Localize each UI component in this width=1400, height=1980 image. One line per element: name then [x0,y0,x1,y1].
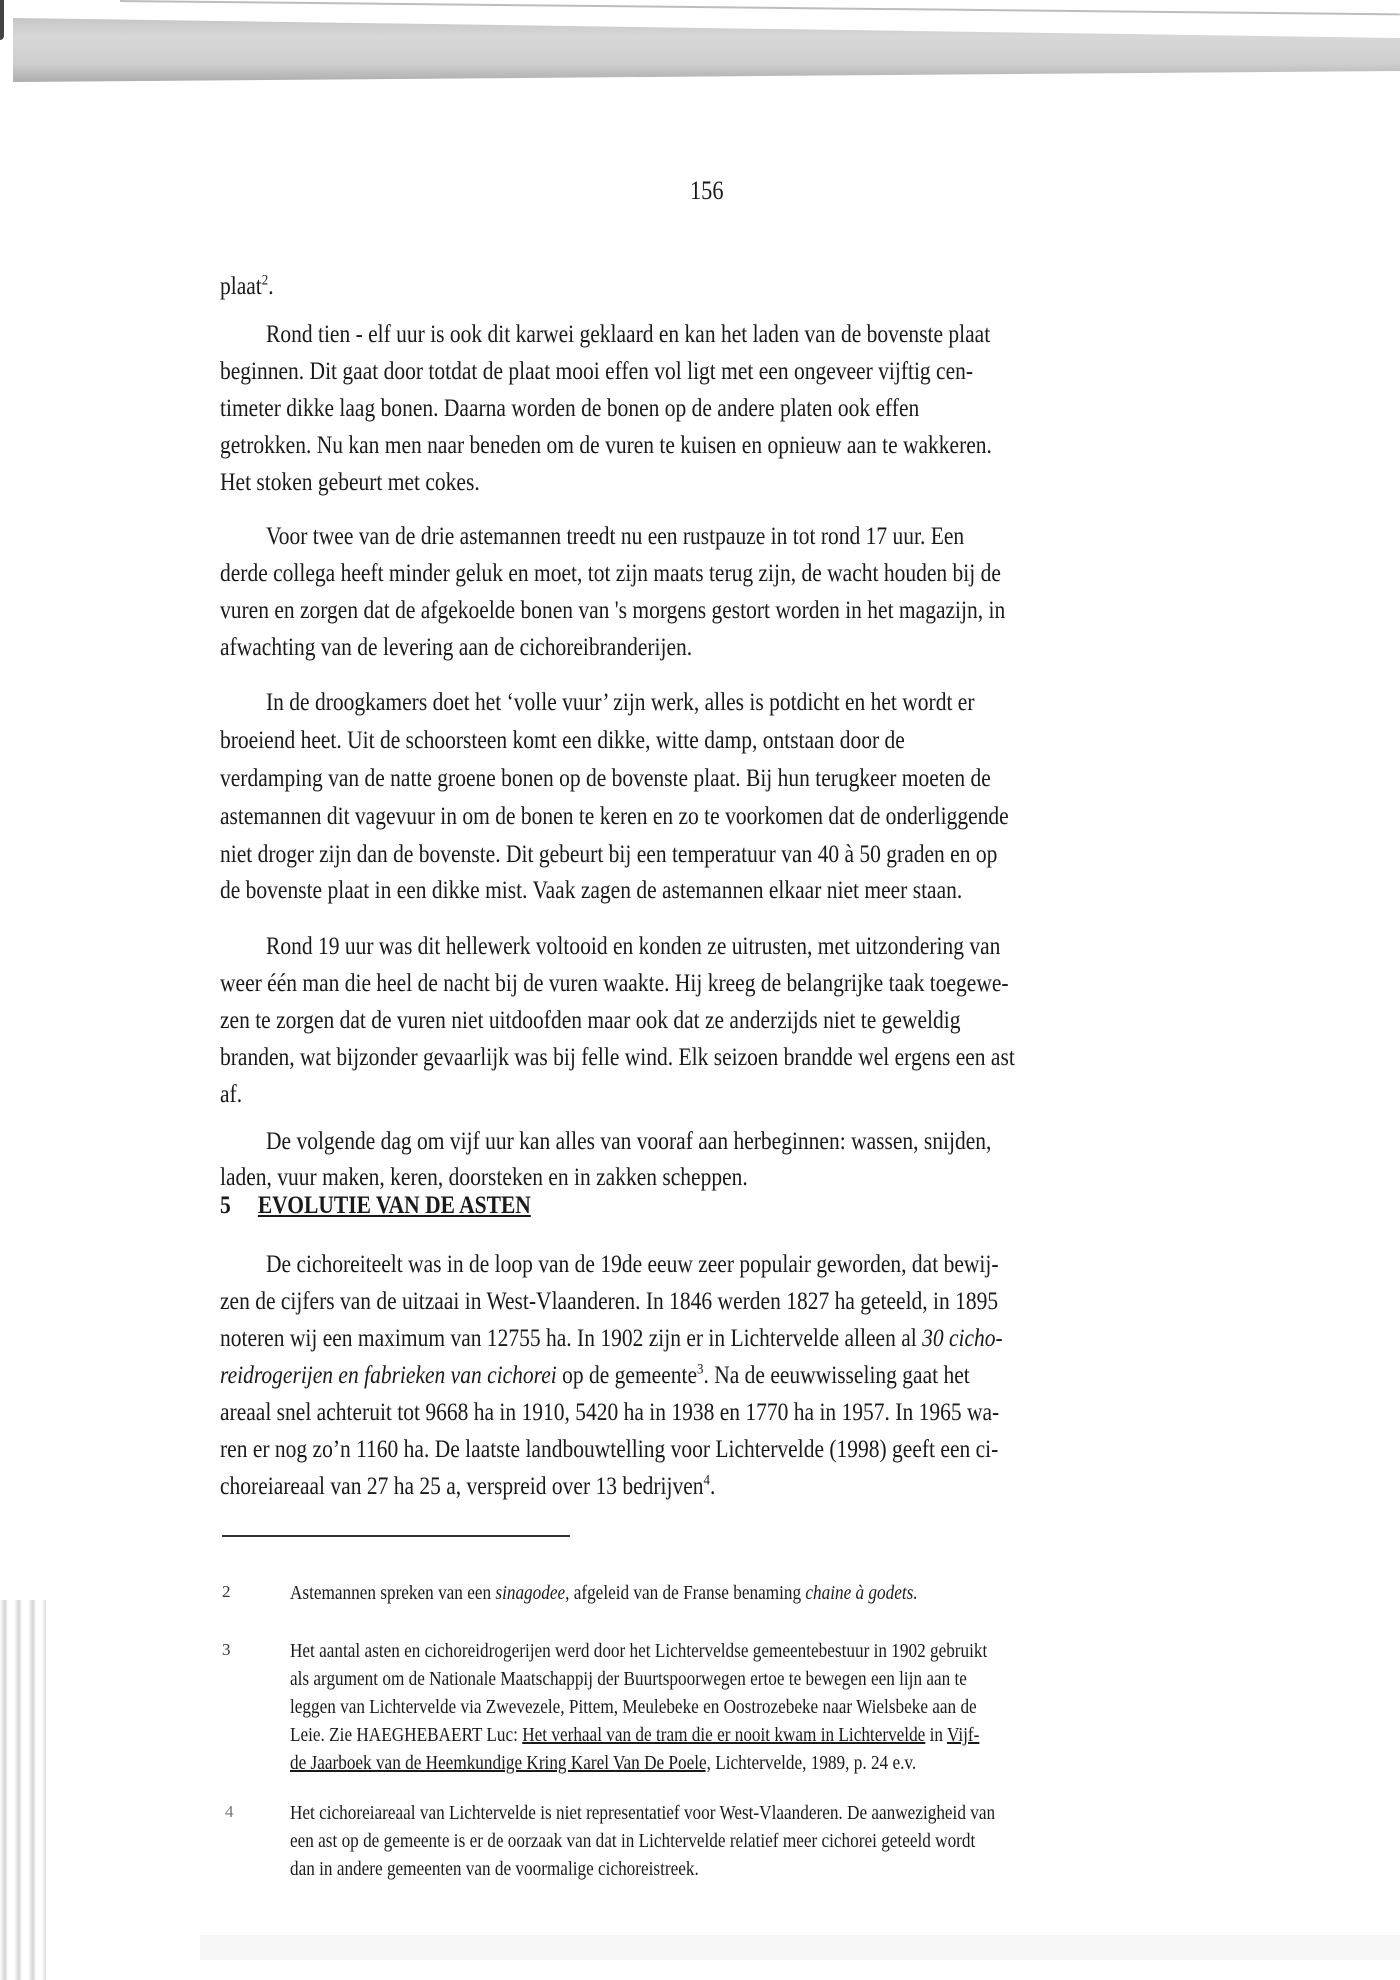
italic-text: chaine à godets. [805,1582,918,1604]
text-line: afwachting van de levering aan de cichoreibranderijen. [220,634,693,661]
continuation-period: . [268,273,274,300]
section-title: EVOLUTIE VAN DE ASTEN [257,1192,531,1219]
footnote-text-line: leggen van Lichtervelde via Zwevezele, Pittem, Meulebeke en Oostrozebeke naar Wielsbeke aan de [290,1696,977,1718]
italic-text: sinagodee [495,1582,566,1604]
text-line: derde collega heeft minder geluk en moet, tot zijn maats terug zijn, de wacht houden bij de [220,560,1001,587]
text-line: de bovenste plaat in een dikke mist. Vaak zagen de astemannen elkaar niet meer staan. [220,877,963,904]
footnote-ref-2[interactable]: 2 [261,272,269,289]
text-line: zen te zorgen dat de vuren niet uitdoofden maar ook dat ze anderzijds niet te geweldig [220,1007,961,1034]
italic-text: reidrogerijen en fabrieken van cichorei [220,1362,557,1389]
text-line: branden, wat bijzonder gevaarlijk was bij felle wind. Elk seizoen brandde wel ergens een ast [220,1044,1015,1071]
scan-corner-mark [0,0,4,40]
text-span: , afgeleid van de Franse benaming [565,1582,806,1604]
text-span: . Na de eeuwwisseling gaat het [703,1362,970,1389]
text-line: In de droogkamers doet het ‘volle vuur’ zijn werk, alles is potdicht en het wordt er [266,689,975,716]
text-line: areaal snel achteruit tot 9668 ha in 1910, 5420 ha in 1938 en 1770 ha in 1957. In 1965 wa- [220,1399,1000,1426]
scan-edge-line [120,0,1400,15]
footnote-text-line: dan in andere gemeenten van de voormalige cichoreistreek. [290,1858,699,1880]
text-line: verdamping van de natte groene bonen op de bovenste plaat. Bij hun terugkeer moeten de [220,765,991,792]
footnote-text-line: Het aantal asten en cichoreidrogerijen werd door het Lichterveldse gemeentebestuur in 1902 gebruikt [290,1640,988,1662]
section-heading [220,1192,531,1220]
cited-source: Vijf- [946,1724,980,1746]
cited-source: de Jaarboek van de Heemkundige Kring Karel Van De Poele, [290,1752,711,1774]
footnote-number: 2 [222,1582,231,1601]
text-line: zen de cijfers van de uitzaai in West-Vlaanderen. In 1846 werden 1827 ha geteeld, in 1895 [220,1288,999,1315]
text-line: Rond 19 uur was dit hellewerk voltooid en konden ze uitrusten, met uitzondering van [266,933,1001,960]
text-line: ren er nog zo’n 1160 ha. De laatste landbouwtelling voor Lichtervelde (1998) geeft een ci- [220,1436,999,1463]
text-line: astemannen dit vagevuur in om de bonen te keren en zo te voorkomen dat de onderliggende [220,803,1009,830]
footnote-text-line [290,1722,979,1748]
text-line [220,1361,970,1391]
scan-binding-edge [0,1600,46,1980]
text-line: broeiend heet. Uit de schoorsteen komt een dikke, witte damp, ontstaan door de [220,727,905,754]
text-span: choreiareaal van 27 ha 25 a, verspreid over 13 bedrijven [220,1473,704,1500]
text-span: in [925,1724,947,1746]
cited-title: Het verhaal van de tram die er nooit kwam in Lichtervelde [522,1724,926,1746]
text-line [220,1472,715,1502]
footnote-text-line: als argument om de Nationale Maatschappij der Buurtspoorwegen ertoe te bewegen een lijn aan te [290,1668,967,1690]
scan-bottom-haze [200,1935,1400,1960]
section-number: 5 [220,1192,231,1219]
footnote-ref-4[interactable]: 4 [703,1472,710,1489]
footnote-ref-3[interactable]: 3 [697,1361,704,1378]
text-line: laden, vuur maken, keren, doorsteken en in zakken scheppen. [220,1164,748,1191]
continuation-line [220,272,274,302]
text-span: op de gemeente [556,1362,698,1389]
text-line: beginnen. Dit gaat door totdat de plaat mooi effen vol ligt met een ongeveer vijftig cen- [220,358,974,385]
text-line: vuren en zorgen dat de afgekoelde bonen van 's morgens gestort worden in het magazijn, in [220,597,1006,624]
text-line: Voor twee van de drie astemannen treedt nu een rustpauze in tot rond 17 uur. Een [266,523,965,550]
text-span: . [709,1473,716,1500]
footnote-number: 3 [222,1640,231,1659]
scan-shadow-bar [13,16,1400,84]
text-span: Leie. Zie HAEGHEBAERT Luc: [290,1724,523,1746]
italic-text: 30 cicho- [922,1325,1003,1352]
footnote-text-line: een ast op de gemeente is er de oorzaak van dat in Lichtervelde relatief meer cichorei geteeld wordt [290,1830,976,1852]
text-line: De cichoreiteelt was in de loop van de 19de eeuw zeer populair geworden, dat bewij- [266,1251,999,1278]
text-line: Rond tien - elf uur is ook dit karwei geklaard en kan het laden van de bovenste plaat [266,321,991,348]
text-line: De volgende dag om vijf uur kan alles van vooraf aan herbeginnen: wassen, snijden, [266,1128,992,1155]
footnote-separator [222,1535,570,1537]
text-line: niet droger zijn dan de bovenste. Dit gebeurt bij een temperatuur van 40 à 50 graden en op [220,841,998,868]
text-span: Lichtervelde, 1989, p. 24 e.v. [710,1752,917,1774]
text-line: timeter dikke laag bonen. Daarna worden de bonen op de andere platen ook effen [220,395,920,422]
text-span: noteren wij een maximum van 12755 ha. In 1902 zijn er in Lichtervelde alleen al [220,1325,923,1352]
text-line: Het stoken gebeurt met cokes. [220,469,480,496]
footnote-text-line: Het cichoreiareaal van Lichtervelde is niet representatief voor West-Vlaanderen. De aanwezigheid van [290,1802,996,1824]
text-line: getrokken. Nu kan men naar beneden om de vuren te kuisen en opnieuw aan te wakkeren. [220,432,992,459]
text-line: weer één man die heel de nacht bij de vuren waakte. Hij kreeg de belangrijke taak toegewe- [220,970,1009,997]
text-span: Astemannen spreken van een [290,1582,496,1604]
text-line: af. [220,1081,243,1108]
footnote-text-line [290,1750,916,1776]
footnote-text [290,1580,918,1606]
text-line [220,1324,1003,1354]
continuation-text: plaat [220,273,262,300]
footnote-number: 4 [225,1802,234,1821]
page-number: 156 [690,176,724,205]
